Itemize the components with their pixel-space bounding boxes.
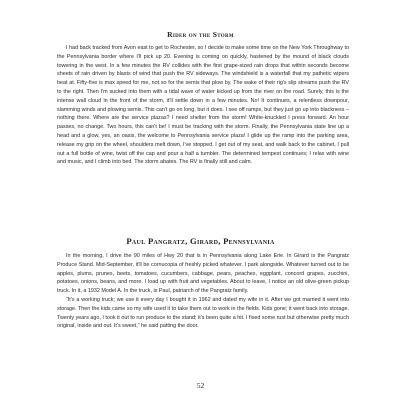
section-title-rider-on-the-storm: Rider on the Storm <box>167 30 234 39</box>
section-body-paul-pangratz <box>57 252 349 331</box>
body-paragraph: “It's a working truck; we use it every day I bought it in 1962 and dated my wife in it. After we got married it went into storage. Then the kids came so my wife used it to take them out to work in the fields. Kids gone; it went back into storage. Twenty years ago, I took it out to run produce to the stand; it's been quite a hit. I fixed some rust but otherwise pretty much original, inside and out. It's sweet,” he said patting the door. <box>57 296 349 330</box>
body-paragraph: In the morning, I drive the 90 miles of Hwy 20 that is in Pennsylvania along Lake Erie. In Girard is the Pangratz Produce Stand. Mid-September, it'll be cornucopia of freshly picked whatever. I park alongside. Whatever turned out to be apples, plums, prunes, beets, tomatoes, cucumbers, cabbage, pears, peaches, eggplant, concord grapes, zucchini, potatoes, onions, beans, and more. I load up with fruit and vegetables. About to leave, I notice an old olive-green pickup truck. In it, a 1932 Model A. In the truck, is Paul, patriarch of the Pangratz family. <box>57 253 349 295</box>
page-number: 52 <box>196 381 205 390</box>
section-body-rider-on-the-storm <box>57 44 349 167</box>
section-title-paul-pangratz: Paul Pangratz, Girard, Pennsylvania <box>126 236 275 246</box>
body-paragraph: I had back tracked from Avon east to get to Rochester, so I decide to make some time on the New York Throughway to the Pennsylvania border where I'll pick up 20. Evening is coming on quickly, hastened by the mound of black clouds towering in the west. In a few minutes the RV collides with the first grape-sized rain drops that within seconds become sheets of rain driven by blasts of wind that push the RV sideways. The windshield is a waterfall that my pathetic wipers beat at. Fifty-five is max speed for me, not so for the semis that plow by. The wake of their rig's slip streams push the RV to the right. Then I'm sucked into them with a tidal wave of water kicked up from the river on the road. Surely, this is the intense wall cloud in the front of the storm, it'll settle down in a few minutes. No! It continues, a relentless downpour, slamming winds and plowing semis. This can't go on long, but it does. I see off ramps, but they just go up into blackness – nothing there. Where are the service plazas? I need shelter from the storm! White-knuckled I press forward. An hour passes, no change. Two hours, this can't be! I must be tracking with the storm. Finally, the Pennsylvania state line up a head and a glow, yes, an oasis, the welcome to Pennsylvania service plaza! I glide up the ramp into the parking area, release my grip on the wheel, shoulders melt down, I've stopped. I get out of my seat, and walk back to the cabinet, I pull out a full bottle of wine, twist off the cap and pour a half a tumbler. The determined tempest continues; I relax with wine and music, and I climb into bed. The storm abates. The RV is finally still and calm. <box>57 45 349 166</box>
